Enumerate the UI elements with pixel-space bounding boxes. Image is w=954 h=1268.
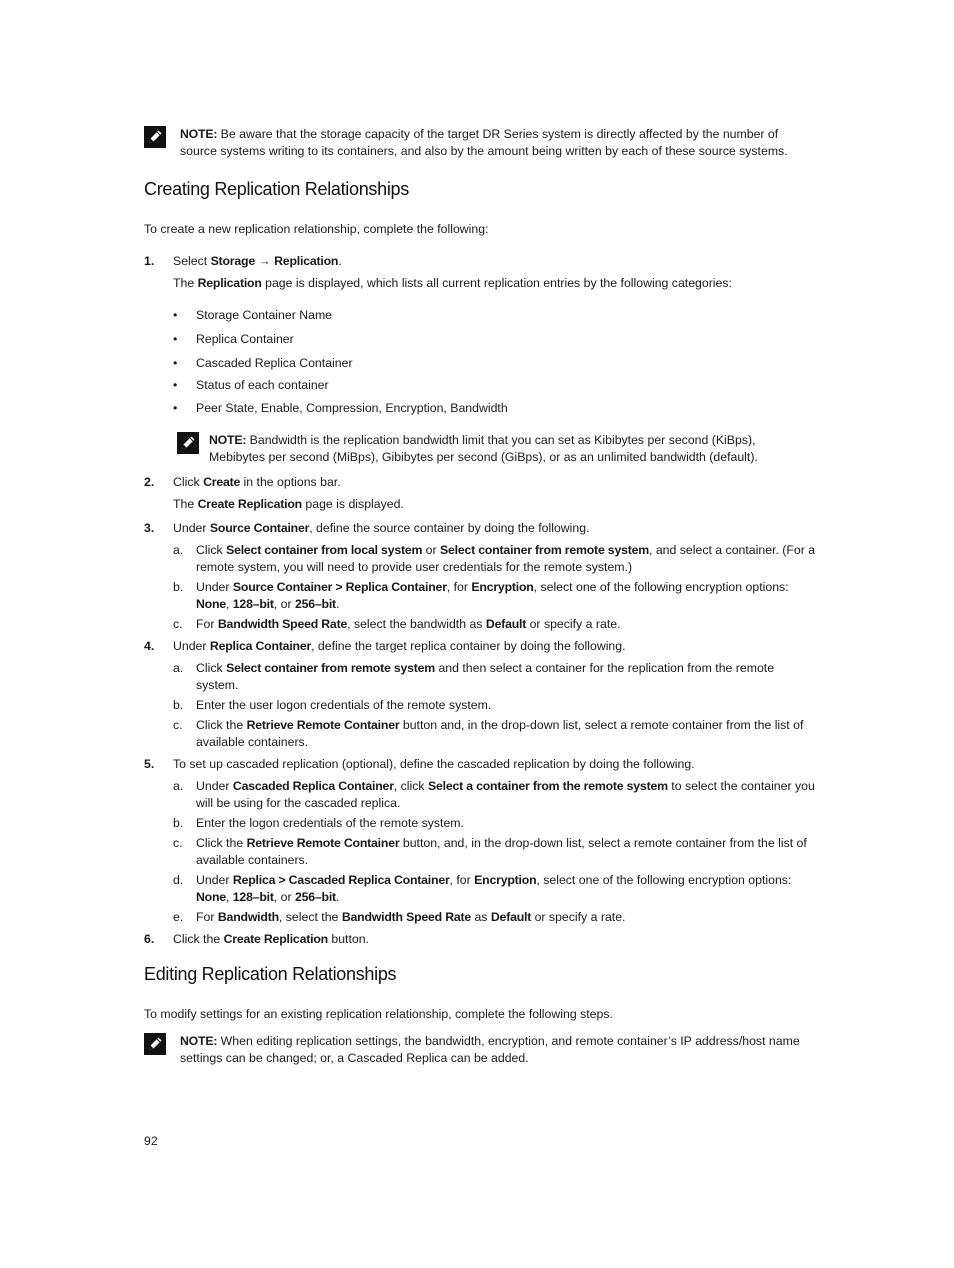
- pencil-note-icon: [177, 432, 199, 454]
- substep-text: Under Source Container > Replica Container, for Encryption, select one of the following encryption options: None, 128–bit, or 256–bit.: [196, 580, 789, 611]
- substep-letter: b.: [173, 580, 184, 594]
- substep-text: Under Replica > Cascaded Replica Container, for Encryption, select one of the following encryption options: None, 128–bit, or 256–bit.: [196, 873, 792, 904]
- list-item: Status of each container: [196, 378, 329, 392]
- bullet-icon: •: [173, 378, 178, 392]
- list-item: Storage Container Name: [196, 308, 333, 322]
- note-text: NOTE: Be aware that the storage capacity of the target DR Series system is directly affected by the number of source systems writing to its containers, and also by the amount being written by each of these source systems.: [180, 127, 788, 158]
- section-intro: To modify settings for an existing replication relationship, complete the following steps.: [144, 1007, 613, 1021]
- substep-text: Under Cascaded Replica Container, click Select a container from the remote system to select the container you will be using for the cascaded replica.: [196, 779, 815, 810]
- bullet-icon: •: [173, 401, 178, 415]
- section-heading: Editing Replication Relationships: [144, 964, 397, 984]
- note-text: NOTE: When editing replication settings, the bandwidth, encryption, and remote container’s IP address/host name settings can be changed; or, a Cascaded Replica can be added.: [180, 1034, 800, 1065]
- step-number: 1.: [144, 254, 155, 268]
- note-text: NOTE: Bandwidth is the replication bandwidth limit that you can set as Kibibytes per second (KiBps), Mebibytes per second (MiBps), Gibibytes per second (GiBps), or as an unlimited bandwidth (default).: [209, 433, 758, 464]
- step-text: Select Storage → Replication.: [173, 254, 342, 268]
- step-text: To set up cascaded replication (optional), define the cascaded replication by doing the following.: [173, 757, 695, 771]
- list-item: Replica Container: [196, 332, 294, 346]
- section-intro: To create a new replication relationship, complete the following:: [144, 222, 489, 236]
- bullet-icon: •: [173, 356, 178, 370]
- section-heading: Creating Replication Relationships: [144, 179, 409, 199]
- pencil-note-icon: [144, 126, 166, 148]
- step-text: Click the Create Replication button.: [173, 932, 369, 946]
- substep-letter: b.: [173, 816, 184, 830]
- step-number: 5.: [144, 757, 155, 771]
- note-label: NOTE:: [209, 433, 247, 447]
- step-number: 3.: [144, 521, 155, 535]
- list-item: Peer State, Enable, Compression, Encryption, Bandwidth: [196, 401, 508, 415]
- bullet-icon: •: [173, 332, 178, 346]
- substep-letter: c.: [173, 718, 183, 732]
- page-number: 92: [144, 1134, 158, 1148]
- substep-text: Click Select container from local system or Select container from remote system, and select a container. (For a remote system, you will need to provide user credentials for the remote system.): [196, 543, 816, 574]
- substep-text: For Bandwidth, select the Bandwidth Speed Rate as Default or specify a rate.: [196, 910, 626, 924]
- substep-text: Enter the logon credentials of the remote system.: [196, 816, 464, 830]
- substep-text: Click the Retrieve Remote Container button and, in the drop-down list, select a remote container from the list of available containers.: [196, 718, 804, 749]
- pencil-note-icon: [144, 1033, 166, 1055]
- step-text: Under Source Container, define the source container by doing the following.: [173, 521, 590, 535]
- substep-letter: e.: [173, 910, 184, 924]
- substep-letter: c.: [173, 617, 183, 631]
- substep-text: Click the Retrieve Remote Container button, and, in the drop-down list, select a remote container from the list of available containers.: [196, 836, 807, 867]
- step-text: Click Create in the options bar.: [173, 475, 341, 489]
- substep-letter: a.: [173, 779, 184, 793]
- substep-letter: d.: [173, 873, 184, 887]
- substep-letter: a.: [173, 543, 184, 557]
- bullet-icon: •: [173, 308, 178, 322]
- substep-letter: c.: [173, 836, 183, 850]
- step-number: 6.: [144, 932, 155, 946]
- step-number: 4.: [144, 639, 155, 653]
- step-text: Under Replica Container, define the target replica container by doing the following.: [173, 639, 626, 653]
- substep-text: Click Select container from remote system and then select a container for the replication from the remote system.: [196, 661, 775, 692]
- substep-text: Enter the user logon credentials of the remote system.: [196, 698, 492, 712]
- substep-text: For Bandwidth Speed Rate, select the bandwidth as Default or specify a rate.: [196, 617, 621, 631]
- substep-letter: a.: [173, 661, 184, 675]
- substep-letter: b.: [173, 698, 184, 712]
- note-label: NOTE:: [180, 1034, 218, 1048]
- step-number: 2.: [144, 475, 155, 489]
- step-description: The Replication page is displayed, which lists all current replication entries by the following categories:: [173, 276, 732, 290]
- step-description: The Create Replication page is displayed.: [173, 497, 404, 511]
- note-label: NOTE:: [180, 127, 218, 141]
- list-item: Cascaded Replica Container: [196, 356, 353, 370]
